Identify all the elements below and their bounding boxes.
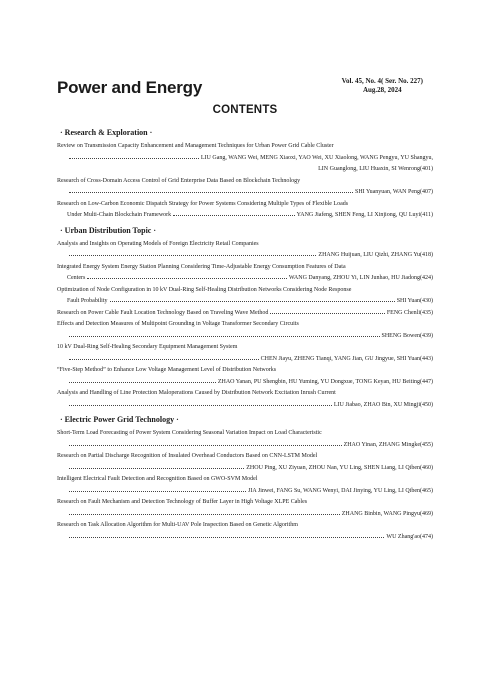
article-authors: WU Zhang'ao(474) bbox=[386, 533, 433, 540]
article-authors: ZHAO Yinan, ZHANG Mingke(455) bbox=[343, 441, 433, 448]
dot-leader bbox=[69, 513, 340, 515]
article-authors: ZHOU Ping, XU Ziyuan, ZHOU Nan, YU Ling, SHEN Liang, LI Qiben(460) bbox=[246, 464, 433, 471]
issue-info bbox=[342, 77, 423, 95]
entry-line bbox=[57, 296, 433, 308]
toc-entry bbox=[57, 141, 433, 176]
dot-leader bbox=[69, 536, 384, 538]
entry-line bbox=[57, 210, 433, 222]
dot-leader bbox=[69, 358, 259, 360]
article-title: Review on Transmission Capacity Enhancement and Management Techniques for Urban Power Grid Cable Cluster bbox=[57, 143, 334, 149]
toc-entry bbox=[57, 520, 433, 543]
article-title: Research on Power Cable Fault Location Technology Based on Traveling Wave Method bbox=[57, 309, 269, 316]
article-authors: WANG Danyang, ZHOU Yi, LIN Junhao, HU Jiadong(424) bbox=[288, 275, 433, 281]
article-authors: ZHANG Huijuan, LIU Qizhi, ZHANG Yu(418) bbox=[318, 252, 433, 258]
dot-leader bbox=[69, 381, 216, 383]
dot-leader bbox=[69, 490, 246, 492]
toc-entry bbox=[57, 474, 433, 497]
toc-entry bbox=[57, 176, 433, 199]
dot-leader bbox=[87, 277, 287, 279]
entry-line bbox=[57, 153, 433, 165]
article-title-continued: Centers bbox=[67, 275, 86, 281]
article-title: Short-Term Load Forecasting of Power System Considering Seasonal Variation Impact on Load Characteristic bbox=[57, 430, 322, 436]
entry-line bbox=[57, 273, 433, 285]
article-title: Integrated Energy System Energy Station Planning Considering Time-Adjustable Energy Consumption Features of Data bbox=[57, 263, 346, 270]
article-title-continued: Fault Probability bbox=[67, 298, 108, 304]
article-authors: SHI Yuanyuan, WAN Peng(407) bbox=[355, 189, 433, 195]
article-title: Effects and Detection Measures of Multipoint Grounding in Voltage Transformer Secondary Circuits bbox=[57, 321, 299, 327]
article-authors: FENG Chenli(435) bbox=[386, 309, 433, 316]
article-authors: SHENG Bowen(439) bbox=[381, 332, 433, 339]
section-title: · Urban Distribution Topic · bbox=[60, 225, 157, 235]
toc-entry bbox=[57, 428, 433, 451]
article-authors: ZHANG Binbin, WANG Pingyu(469) bbox=[341, 510, 433, 517]
entry-line bbox=[57, 532, 433, 544]
article-title: Research on Task Allocation Algorithm for Multi-UAV Pole Inspection Based on Genetic Algorithm bbox=[57, 522, 298, 528]
masthead bbox=[57, 74, 433, 100]
article-authors: LIU Jiabao, ZHAO Bin, XU Mingji(450) bbox=[333, 401, 433, 408]
article-authors: JIA Jinwei, FANG Su, WANG Wenyi, DAI Jinying, YU Ling, LI Qiben(465) bbox=[248, 487, 433, 494]
dot-leader bbox=[69, 335, 380, 337]
journal-name: Power and Energy bbox=[57, 78, 203, 97]
dot-leader bbox=[110, 300, 395, 302]
dot-leader bbox=[69, 404, 332, 406]
entry-line bbox=[57, 486, 433, 498]
dot-leader bbox=[173, 214, 294, 216]
article-title: Analysis and Handling of Line Protection Maloperations Caused by Distribution Network Excitation Inrush Current bbox=[57, 390, 336, 396]
dot-leader bbox=[270, 312, 384, 314]
table-of-contents bbox=[57, 128, 433, 543]
article-title: 10 kV Dual-Ring Self-Healing Secondary Equipment Management System bbox=[57, 344, 238, 350]
toc-entry bbox=[57, 239, 433, 262]
article-title: Research on Partial Discharge Recognition of Insulated Overhead Conductors Based on CNN-LSTM Model bbox=[57, 453, 318, 459]
entry-line bbox=[57, 250, 433, 262]
entry-line bbox=[57, 377, 433, 389]
article-authors: YANG Jiafeng, SHEN Feng, LI Xinjiong, QU Luyi(411) bbox=[296, 212, 433, 218]
section-title: · Research & Exploration · bbox=[60, 128, 153, 137]
article-title: Optimization of Node Configuration in 10 kV Dual-Ring Self-Healing Distribution Networks Considering Node Response bbox=[57, 286, 352, 293]
article-title: Intelligent Electrical Fault Detection and Recognition Based on GWO-SVM Model bbox=[57, 476, 258, 482]
entry-line bbox=[57, 308, 433, 320]
article-title: Research on Fault Mechanism and Detection Technology of Buffer Layer in High Voltage XLPE Cables bbox=[57, 499, 308, 505]
article-title: Analysis and Insights on Operating Models of Foreign Electricity Retail Companies bbox=[57, 240, 259, 247]
date-line: Aug.28, 2024 bbox=[362, 86, 402, 94]
entry-line bbox=[57, 187, 433, 199]
article-authors: LIU Gang, WANG Wei, MENG Xiaoxi, YAO Wei, XU Xiaolong, WANG Pengyu, YU Shangyu, bbox=[200, 154, 433, 161]
dot-leader bbox=[69, 444, 342, 446]
article-title-continued: Under Multi-Chain Blockchain Framework bbox=[67, 212, 172, 218]
toc-entry bbox=[57, 319, 433, 342]
entry-line bbox=[57, 354, 433, 366]
dot-leader bbox=[69, 254, 316, 256]
toc-entry bbox=[57, 497, 433, 520]
article-authors: ZHAO Yanan, PU Shengbin, HU Yuming, YU Dongxue, TONG Keyan, HU Beiting(447) bbox=[217, 378, 433, 385]
dot-leader bbox=[69, 157, 199, 159]
article-title: Research of Cross-Domain Access Control of Grid Enterprise Data Based on Blockchain Technology bbox=[57, 177, 301, 184]
article-title: Research on Low-Carbon Economic Dispatch Strategy for Power Systems Considering Multiple Types of Flexible Loads bbox=[57, 200, 349, 207]
toc-entry bbox=[57, 365, 433, 388]
toc-entry bbox=[57, 342, 433, 365]
dot-leader bbox=[69, 191, 353, 193]
toc-entry bbox=[57, 451, 433, 474]
article-title: “Five-Step Method” to Enhance Low Voltage Management Level of Distribution Networks bbox=[57, 367, 277, 373]
entry-line bbox=[57, 509, 433, 521]
contents-heading: CONTENTS bbox=[212, 104, 278, 116]
toc-entry bbox=[57, 308, 433, 320]
toc-entry bbox=[57, 262, 433, 285]
entry-line bbox=[57, 463, 433, 475]
article-authors: SHI Yuan(430) bbox=[396, 298, 433, 304]
section-title: · Electric Power Grid Technology · bbox=[60, 415, 179, 424]
toc-entry bbox=[57, 285, 433, 308]
toc-entry bbox=[57, 388, 433, 411]
entry-line bbox=[57, 400, 433, 412]
dot-leader bbox=[69, 467, 244, 469]
entry-line bbox=[57, 331, 433, 343]
article-authors: CHEN Jiayu, ZHENG Tianqi, YANG Jian, GU Jingyue, SHI Yuan(443) bbox=[260, 355, 433, 362]
entry-line bbox=[57, 440, 433, 452]
volume-line: Vol. 45, No. 4( Ser. No. 227) bbox=[341, 77, 423, 85]
article-authors-continued: LIN Guanglong, LIU Huaxin, SI Wenrong(401) bbox=[318, 166, 433, 172]
toc-entry bbox=[57, 199, 433, 222]
